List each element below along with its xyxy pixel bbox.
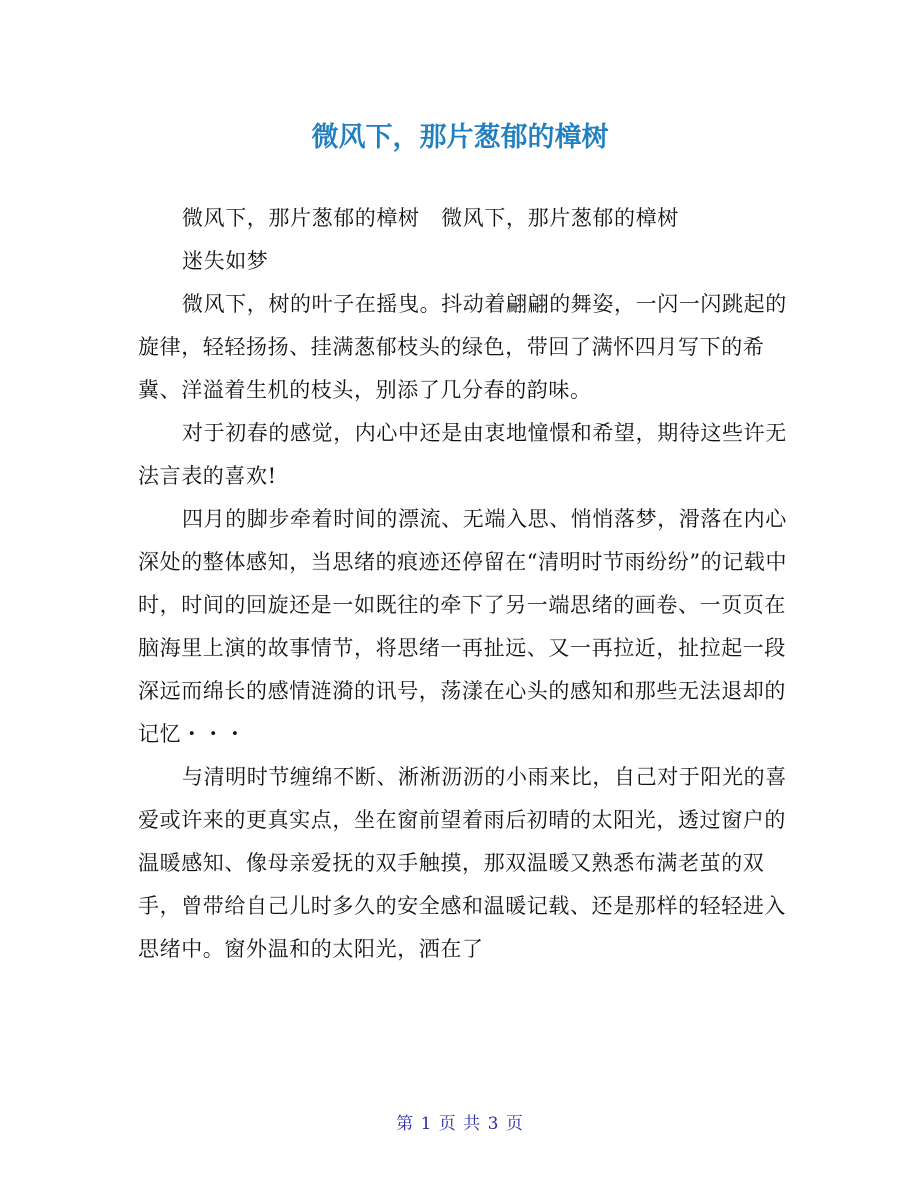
page-number-footer xyxy=(0,1112,920,1136)
subtitle-line: 微风下，那片葱郁的樟树 微风下，那片葱郁的樟树 xyxy=(182,206,679,230)
paragraph: 与清明时节缠绵不断、淅淅沥沥的小雨来比，自己对于阳光的喜爱或许来的更真实点，坐在窗前望着雨后初晴的太阳光，透过窗户的温暖感知、像母亲爱抚的双手触摸，那双温暖又熟悉布满老茧的双手，曾带给自己儿时多久的安全感和温暖记载、还是那样的轻轻进入思绪中。窗外温和的太阳光，洒在了 xyxy=(138,765,787,961)
document-title: 微风下，那片葱郁的樟树 xyxy=(311,122,609,153)
paragraph: 微风下，树的叶子在摇曳。抖动着翩翩的舞姿，一闪一闪跳起的旋律，轻轻扬扬、挂满葱郁枝头的绿色，带回了满怀四月写下的希冀、洋溢着生机的枝头，别添了几分春的韵味。 xyxy=(138,292,787,402)
document-body xyxy=(138,197,788,971)
author-line: 迷失如梦 xyxy=(182,249,269,273)
paragraph: 对于初春的感觉，内心中还是由衷地憧憬和希望，期待这些许无法言表的喜欢! xyxy=(138,421,787,488)
page-number-label: 第 1 页 共 3 页 xyxy=(396,1114,524,1134)
paragraph: 四月的脚步牵着时间的漂流、无端入思、悄悄落梦，滑落在内心深处的整体感知，当思绪的痕迹还停留在“清明时节雨纷纷”的记载中时，时间的回旋还是一如既往的牵下了另一端思绪的画卷、一页页在脑海里上演的故事情节，将思绪一再扯远、又一再拉近，扯拉起一段深远而绵长的感情涟漪的讯号，荡漾在心头的感知和那些无法退却的记忆・・・ xyxy=(138,507,788,746)
